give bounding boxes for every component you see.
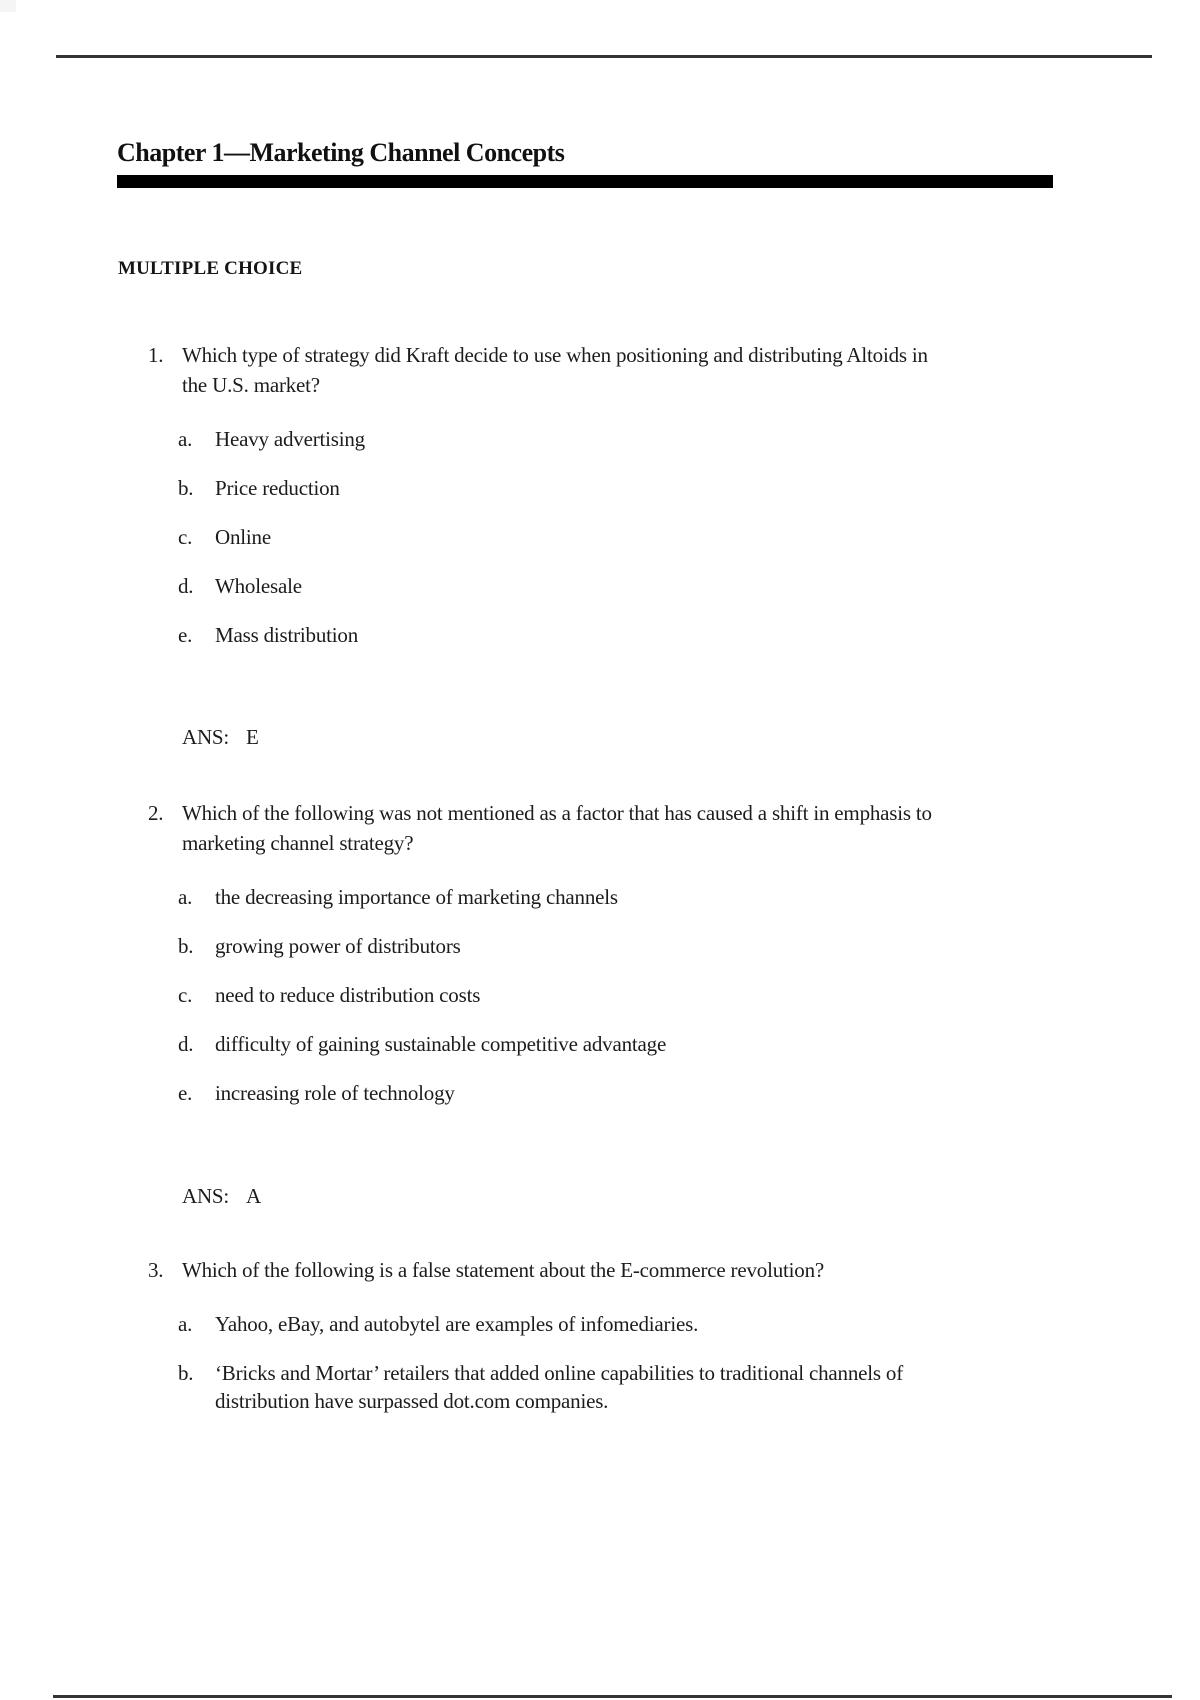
question-2-answer — [182, 1181, 261, 1211]
question-1-text-line-1: Which type of strategy did Kraft decide to use when positioning and distributing Altoids in — [182, 343, 928, 367]
ans-value: E — [246, 725, 259, 749]
option-letter: b. — [178, 934, 194, 958]
option-letter: a. — [178, 1312, 193, 1336]
option-letter: b. — [178, 476, 194, 500]
question-1-option-b — [178, 474, 1128, 502]
question-3-text-line-1: Which of the following is a false statement about the E-commerce revolution? — [182, 1258, 824, 1282]
question-1-options — [178, 425, 1128, 649]
question-1-text — [182, 340, 928, 400]
option-text: Yahoo, eBay, and autobytel are examples of infomediaries. — [215, 1312, 699, 1336]
ans-label: ANS: — [182, 1184, 230, 1208]
option-letter: a. — [178, 885, 193, 909]
question-2-options — [178, 883, 1128, 1107]
option-text: Online — [215, 525, 271, 549]
question-1-option-e — [178, 621, 1128, 649]
ans-label: ANS: — [182, 725, 230, 749]
option-text: Heavy advertising — [215, 427, 365, 451]
question-1-option-a — [178, 425, 1128, 453]
option-text-line-1: ‘Bricks and Mortar’ retailers that added online capabilities to traditional channels of — [215, 1361, 903, 1385]
option-letter: c. — [178, 525, 193, 549]
question-3-number: 3. — [148, 1258, 164, 1282]
question-2-option-a — [178, 883, 1128, 911]
option-text: the decreasing importance of marketing channels — [215, 885, 618, 909]
option-letter: d. — [178, 1032, 194, 1056]
question-1-option-c — [178, 523, 1128, 551]
ans-value: A — [246, 1184, 262, 1208]
option-text: need to reduce distribution costs — [215, 983, 481, 1007]
question-2 — [148, 798, 1128, 1128]
option-letter: c. — [178, 983, 193, 1007]
question-2-option-c — [178, 981, 1128, 1009]
question-1-option-d — [178, 572, 1128, 600]
question-2-option-b — [178, 932, 1128, 960]
question-2-text-line-1: Which of the following was not mentioned as a factor that has caused a shift in emphasis to — [182, 801, 932, 825]
question-1-head — [148, 340, 1128, 400]
scan-artifact — [0, 0, 16, 12]
section-heading: MULTIPLE CHOICE — [118, 258, 303, 279]
option-letter: b. — [178, 1361, 194, 1385]
question-3-text — [182, 1255, 824, 1285]
question-2-text — [182, 798, 932, 858]
option-text: increasing role of technology — [215, 1081, 455, 1105]
title-underline-bar — [117, 175, 1053, 188]
option-text: Mass distribution — [215, 623, 359, 647]
option-letter: a. — [178, 427, 193, 451]
option-text: Wholesale — [215, 574, 302, 598]
option-text: Price reduction — [215, 476, 340, 500]
option-text: growing power of distributors — [215, 934, 461, 958]
option-text: difficulty of gaining sustainable competitive advantage — [215, 1032, 667, 1056]
question-2-text-line-2: marketing channel strategy? — [182, 831, 414, 855]
option-letter: e. — [178, 623, 193, 647]
question-3-options — [178, 1310, 1128, 1415]
question-1-number: 1. — [148, 343, 164, 367]
bottom-rule — [53, 1695, 1172, 1698]
question-1-answer — [182, 722, 259, 752]
question-2-head — [148, 798, 1128, 858]
question-2-number: 2. — [148, 801, 164, 825]
option-letter: d. — [178, 574, 194, 598]
option-letter: e. — [178, 1081, 193, 1105]
question-3 — [148, 1255, 1128, 1436]
question-1 — [148, 340, 1128, 670]
question-3-option-a — [178, 1310, 1128, 1338]
question-2-option-e — [178, 1079, 1128, 1107]
question-2-option-d — [178, 1030, 1128, 1058]
question-1-text-line-2: the U.S. market? — [182, 373, 320, 397]
option-text-line-2: distribution have surpassed dot.com companies. — [215, 1389, 609, 1413]
question-3-head — [148, 1255, 1128, 1285]
chapter-title: Chapter 1—Marketing Channel Concepts — [117, 138, 565, 167]
question-3-option-b — [178, 1359, 1128, 1415]
top-rule — [56, 55, 1152, 58]
